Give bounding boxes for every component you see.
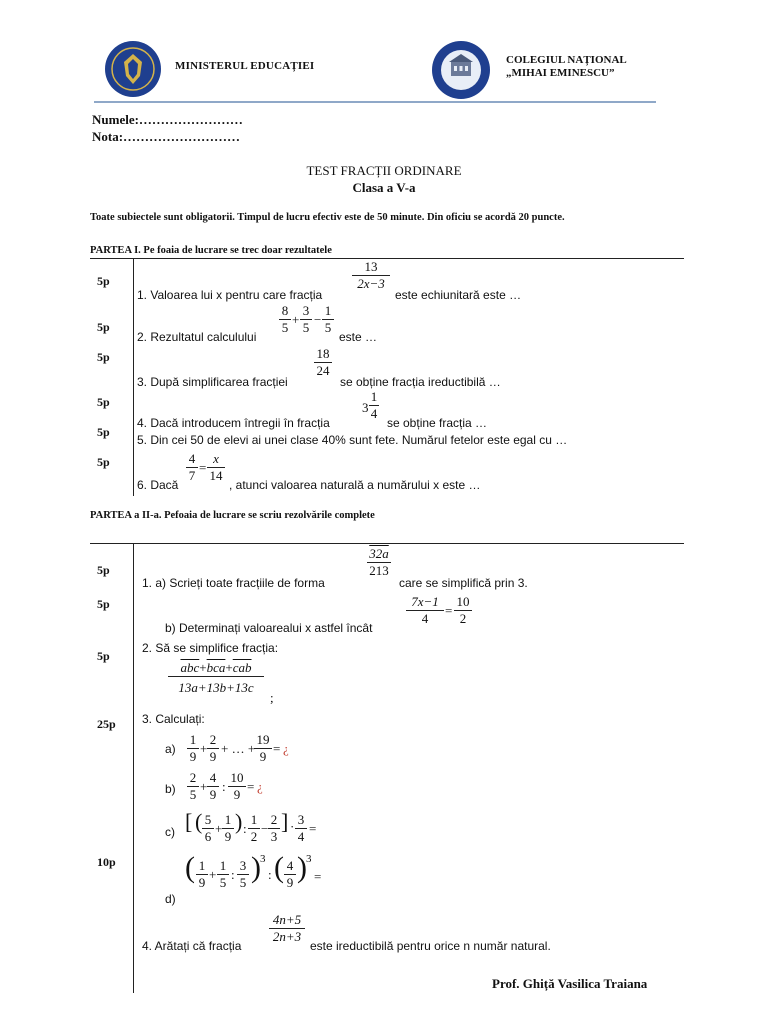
part2-heading: PARTEA a II-a. Pefoaia de lucrare se scriu rezolvările complete: [90, 510, 375, 521]
part1-points-3: 5p: [97, 350, 110, 364]
p1-q4-text: 4. Dacă introducem întregii în fracția: [137, 416, 330, 430]
p1-q6-text: 6. Dacă: [137, 478, 179, 492]
p2-q1b-fraction: [406, 594, 444, 627]
p1-q3-text: 3. După simplificarea fracției: [137, 375, 288, 389]
p2-q3d-lparen-outer: (: [185, 851, 195, 884]
p2-q3c-plus: +: [215, 821, 223, 836]
grade-field-label: Nota:………………………: [92, 129, 241, 144]
ministry-label: MINISTERUL EDUCAȚIEI: [175, 60, 315, 72]
p2-q3d-n3: 3: [237, 858, 249, 875]
p1-q2-a-den: 5: [281, 320, 289, 335]
header-rule: [94, 101, 656, 103]
p2-q2-text: 2. Să se simplifice fracția:: [142, 641, 279, 655]
ministry-logo: [104, 40, 162, 98]
p2-q3a-eq: =: [273, 741, 281, 756]
p2-q3a-dots: + … +: [221, 741, 256, 756]
p2-q3d-exp-2: 3: [306, 853, 312, 865]
p1-q2-a-num: 8: [279, 303, 291, 320]
p2-q3a-f2: [207, 732, 219, 765]
p1-q1-post: este echiunitară este …: [395, 288, 522, 302]
p2-q3a-f3: [254, 732, 272, 765]
p2-q3b-n2: 4: [207, 770, 219, 787]
p2-q3d-n4: 4: [284, 858, 296, 875]
p2-q3d-f4: [284, 858, 296, 891]
p2-q3d-rparen-2: ): [297, 851, 307, 884]
p1-q1-num: 13: [352, 259, 390, 276]
p2-q3c-d5: 4: [297, 829, 305, 844]
p2-q2-den: 13a+13b+13c: [178, 680, 254, 695]
p2-q4-fraction: [269, 912, 305, 945]
part1-divider: [133, 258, 134, 496]
part1-points-6: 5p: [97, 455, 110, 469]
p2-q3a-d3: 9: [259, 749, 267, 764]
p2-q3d-n1: 1: [196, 858, 208, 875]
p2-q1b-rnum: 10: [454, 594, 472, 611]
p1-q1-den: 2x−3: [357, 276, 385, 291]
p1-q2-b-den: 5: [302, 320, 310, 335]
p2-q1b-eq: =: [445, 603, 453, 618]
p1-q4-post: se obține fracția …: [387, 416, 488, 430]
p2-q4-text: 4. Arătați că fracția: [142, 939, 242, 953]
college-logo: [430, 40, 492, 100]
p1-q6-a-den: 7: [188, 468, 196, 483]
p1-q2-minus: −: [314, 312, 322, 327]
p1-q2-b-num: 3: [300, 303, 312, 320]
p2-q3c-n5: 3: [295, 812, 307, 829]
p1-q5-text: 5. Din cei 50 de elevi ai unei clase 40% sunt fete. Numărul fetelor este egal cu …: [137, 433, 568, 447]
p2-q3c-n1: 5: [202, 812, 214, 829]
p2-q1a-post: care se simplifică prin 3.: [399, 576, 528, 590]
p2-q3d-rparen-outer: ): [251, 851, 261, 884]
part2-divider: [133, 543, 134, 993]
p2-q3d-label: d): [165, 892, 176, 906]
p2-q3c-label: c): [165, 825, 175, 839]
p2-q3a-result: ¿: [283, 741, 289, 756]
p1-q2-text: 2. Rezultatul calculului: [137, 330, 257, 344]
p2-q3d-n2: 1: [217, 858, 229, 875]
p2-q3d-d1: 9: [198, 875, 206, 890]
p2-q4-post: este ireductibilă pentru orice n număr natural.: [310, 939, 551, 953]
p2-q3c-n3: 1: [248, 812, 260, 829]
p1-q1-fraction: [352, 259, 390, 292]
part1-heading: PARTEA I. Pe foaia de lucrare se trec doar rezultatele: [90, 245, 332, 256]
p1-q2-c-num: 1: [322, 303, 334, 320]
p2-q3c-minus: −: [261, 821, 269, 836]
p1-q2-plus: +: [292, 312, 300, 327]
p2-q2-fraction: [168, 660, 264, 696]
p2-q1b-rfraction: [454, 594, 472, 627]
college-name-line2: „MIHAI EMINESCU”: [506, 67, 615, 79]
p2-q2-num-b: $\overline{bca}$: [206, 660, 226, 675]
p2-q3d-lparen-2: (: [274, 851, 284, 884]
p2-q3a-d2: 9: [209, 749, 217, 764]
p2-q2-numerator: [168, 660, 264, 677]
test-title: TEST FRACȚII ORDINARE: [306, 163, 462, 178]
p2-q3d-f2: [217, 858, 229, 891]
p2-q1b-num: 7x−1: [406, 594, 444, 611]
p2-q2-plus-2: +: [225, 660, 233, 675]
p2-q3d-d3: 5: [239, 875, 247, 890]
p2-q3d-exp-1: 3: [260, 853, 266, 865]
part2-points-4: 25p: [97, 717, 116, 731]
p2-q2-plus-1: +: [199, 660, 207, 675]
p2-q3b-result: ¿: [257, 779, 263, 794]
p2-q3c-d2: 9: [224, 829, 232, 844]
p2-q3d-d2: 5: [219, 875, 227, 890]
p2-q1a-den: 213: [369, 563, 389, 578]
part2-points-1: 5p: [97, 563, 110, 577]
p2-q3c-n2: 1: [222, 812, 234, 829]
p2-q3a-n3: 19: [254, 732, 272, 749]
p1-q2-c-den: 5: [324, 320, 332, 335]
p2-q1a-fraction: [367, 546, 391, 579]
p2-q3c-f5: [295, 812, 307, 845]
p1-q2-frac-c: [322, 303, 334, 336]
p1-q3-post: se obține fracția ireductibilă …: [340, 375, 501, 389]
p2-q3b-f1: [187, 770, 199, 803]
p1-q4-whole: 3: [362, 400, 369, 415]
p2-q3b-d2: 9: [209, 787, 217, 802]
p2-q4-num: 4n+5: [269, 912, 305, 929]
p1-q6-post: , atunci valoarea naturală a numărului x este …: [229, 478, 481, 492]
p2-q3c-rbracket: ]: [281, 809, 289, 834]
part1-points-5: 5p: [97, 425, 110, 439]
p1-q1-text: 1. Valoarea lui x pentru care fracția: [137, 288, 323, 302]
p2-q2-num-a: $\overline{abc}$: [180, 660, 200, 675]
author-signature: Prof. Ghiță Vasilica Traiana: [492, 976, 648, 991]
p2-q3a-f1: [187, 732, 199, 765]
p2-q3d-d4: 9: [286, 875, 294, 890]
p1-q6-eq: =: [199, 460, 207, 475]
p1-q3-fraction: [314, 346, 332, 379]
p2-q3c-colon: :: [243, 821, 247, 836]
p2-q1b-text: b) Determinați valoarealui x astfel încât: [165, 621, 373, 635]
college-name-line1: COLEGIUL NAȚIONAL: [506, 54, 627, 66]
part1-points-2: 5p: [97, 320, 110, 334]
p2-q3c-d4: 3: [270, 829, 278, 844]
p2-q3b-n1: 2: [187, 770, 199, 787]
p2-q3c-lparen: (: [195, 809, 203, 834]
p2-q3b-n3: 10: [228, 770, 246, 787]
college-name: [506, 54, 627, 80]
p1-q3-num: 18: [314, 346, 332, 363]
p2-q3d-colon-1: :: [231, 867, 235, 882]
p1-q3-den: 24: [316, 363, 330, 378]
p2-q2-semicolon: ;: [270, 690, 274, 705]
part1-points-1: 5p: [97, 274, 110, 288]
part1-points-4: 5p: [97, 395, 110, 409]
p2-q3d-f1: [196, 858, 208, 891]
p1-q2-post: este …: [339, 330, 378, 344]
test-subtitle: Clasa a V-a: [352, 180, 416, 195]
p2-q3b-f3: [228, 770, 246, 803]
p2-q1b-rden: 2: [459, 611, 467, 626]
p2-q3c-lbracket: [: [185, 809, 193, 834]
p2-q3c-f1: [202, 812, 214, 845]
p2-q3b-d3: 9: [233, 787, 241, 802]
p2-q3a-label: a): [165, 742, 176, 756]
p2-q1b-den: 4: [421, 611, 429, 626]
p2-q3c-n4: 2: [268, 812, 280, 829]
p1-q6-frac-a: [186, 451, 198, 484]
p2-q1a-text: 1. a) Scrieți toate fracțiile de forma: [142, 576, 325, 590]
p2-q3b-d1: 5: [189, 787, 197, 802]
p2-q3b-eq: =: [247, 779, 255, 794]
p2-q1a-num: 32a: [367, 546, 391, 563]
p2-q3c-d3: 2: [250, 829, 258, 844]
p2-q3a-d1: 9: [189, 749, 197, 764]
p1-q6-b-num: x: [207, 451, 225, 468]
p2-q3a-n2: 2: [207, 732, 219, 749]
p1-q4-num: 1: [370, 389, 378, 404]
part2-top-rule: [90, 543, 684, 544]
p1-q6-b-den: 14: [209, 468, 223, 483]
p2-q3c-dot: ·: [290, 819, 295, 834]
p2-q3d-plus: +: [209, 867, 217, 882]
p2-q3b-f2: [207, 770, 219, 803]
p1-q6-a-num: 4: [186, 451, 198, 468]
p2-q2-num-c: $\overline{cab}$: [232, 660, 252, 675]
p2-q3c-d1: 6: [204, 829, 212, 844]
p1-q2-frac-a: [279, 303, 291, 336]
p1-q2-frac-b: [300, 303, 312, 336]
p2-q3a-plus: +: [200, 741, 208, 756]
p2-q3-text: 3. Calculați:: [142, 712, 205, 726]
p2-q3d-f3: [237, 858, 249, 891]
p2-q3a-n1: 1: [187, 732, 199, 749]
part2-points-3: 5p: [97, 649, 110, 663]
name-field-label: Numele:……………………: [92, 112, 243, 127]
p2-q3d-colon-2: :: [268, 867, 272, 882]
part2-points-2: 5p: [97, 597, 110, 611]
p2-q3c-f4: [268, 812, 280, 845]
part2-points-5: 10p: [97, 855, 116, 869]
p1-q4-fraction: [369, 389, 379, 422]
p2-q3b-colon: :: [222, 779, 226, 794]
p2-q3c-f2: [222, 812, 234, 845]
p1-q4-den: 4: [370, 406, 378, 421]
p2-q3b-label: b): [165, 782, 176, 796]
p2-q3c-rparen: ): [235, 809, 243, 834]
p2-q3c-eq: =: [309, 821, 317, 836]
p1-q6-frac-b: [207, 451, 225, 484]
p2-q4-den: 2n+3: [272, 929, 302, 944]
instructions: Toate subiectele sunt obligatorii. Timpul de lucru efectiv este de 50 minute. Din oficiu se acordă 20 puncte.: [90, 212, 565, 223]
p2-q3b-plus: +: [200, 779, 208, 794]
p2-q3d-eq: =: [314, 869, 322, 884]
p2-q3c-f3: [248, 812, 260, 845]
